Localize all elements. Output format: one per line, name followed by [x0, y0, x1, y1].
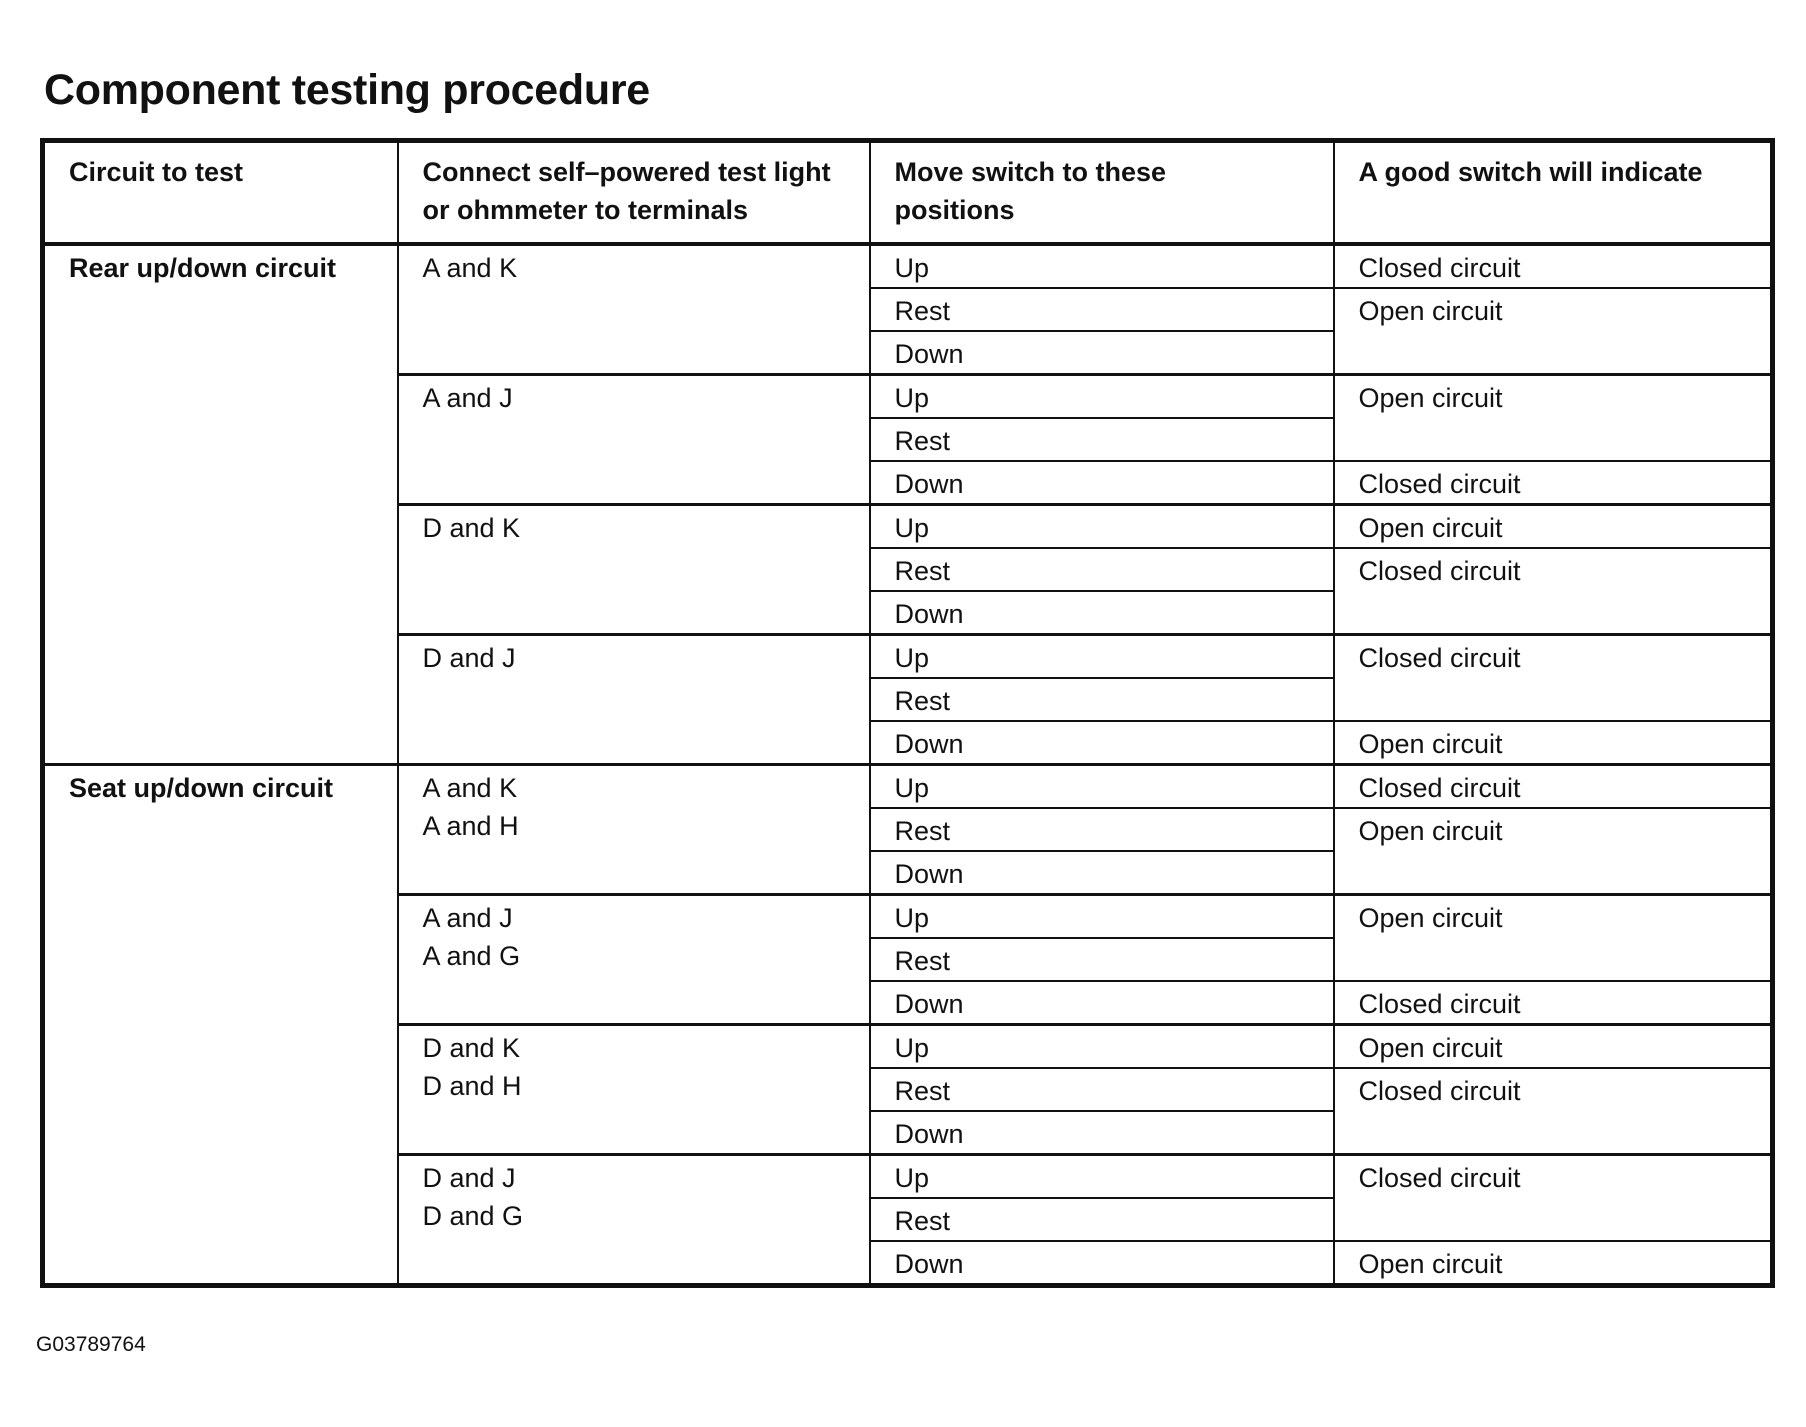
result-cell: Open circuit [1334, 808, 1773, 895]
position-cell: Down [870, 591, 1334, 635]
terminal-pair: D and J [422, 642, 516, 673]
result-cell: Open circuit [1334, 894, 1773, 981]
terminals-cell [398, 1024, 870, 1154]
header-indication-label: A good switch will indicate [1358, 157, 1703, 187]
position-cell: Up [870, 1154, 1334, 1198]
terminals-cell [398, 504, 870, 634]
position-cell: Up [870, 244, 1334, 288]
result-cell: Open circuit [1334, 721, 1773, 765]
terminals-cell [398, 634, 870, 764]
position-cell: Up [870, 374, 1334, 418]
terminal-pair: D and H [422, 1070, 522, 1101]
position-cell: Rest [870, 678, 1334, 721]
result-cell: Open circuit [1334, 1241, 1773, 1286]
terminal-pair: D and G [422, 1200, 524, 1231]
page-title: Component testing procedure [44, 66, 650, 114]
table-row [43, 244, 1773, 288]
position-cell: Up [870, 1024, 1334, 1068]
position-cell: Down [870, 461, 1334, 505]
result-cell: Closed circuit [1334, 244, 1773, 288]
terminals-cell [398, 244, 870, 375]
result-cell: Closed circuit [1334, 634, 1773, 721]
position-cell: Down [870, 331, 1334, 375]
position-cell: Down [870, 981, 1334, 1025]
position-cell: Up [870, 634, 1334, 678]
result-cell: Closed circuit [1334, 548, 1773, 635]
result-cell: Open circuit [1334, 504, 1773, 548]
position-cell: Rest [870, 1198, 1334, 1241]
position-cell: Down [870, 721, 1334, 765]
terminal-pair: A and K [422, 772, 518, 803]
position-cell: Down [870, 1241, 1334, 1286]
terminal-pair: D and K [422, 512, 521, 543]
figure-id: G03789764 [36, 1333, 146, 1356]
terminals-cell [398, 894, 870, 1024]
terminals-cell [398, 764, 870, 894]
position-cell: Rest [870, 418, 1334, 461]
table-header-row [43, 141, 1773, 244]
terminal-pair: A and K [422, 252, 518, 283]
terminal-pair: A and G [422, 940, 521, 971]
table-row [43, 764, 1773, 808]
terminal-pair: D and K [422, 1032, 521, 1063]
position-cell: Down [870, 851, 1334, 895]
position-cell: Rest [870, 1068, 1334, 1111]
circuit-name-cell [43, 244, 398, 765]
position-cell: Rest [870, 938, 1334, 981]
result-cell: Closed circuit [1334, 461, 1773, 505]
position-cell: Up [870, 894, 1334, 938]
terminals-cell [398, 374, 870, 504]
component-testing-table [40, 138, 1775, 1288]
header-terminals-line1: Connect self–powered test light [422, 157, 831, 187]
terminal-pair: A and J [422, 382, 513, 413]
header-terminals-line2: or ohmmeter to terminals [422, 195, 749, 225]
position-cell: Rest [870, 288, 1334, 331]
header-positions-line2: positions [894, 195, 1015, 225]
result-cell: Closed circuit [1334, 981, 1773, 1025]
terminal-pair: A and H [422, 810, 519, 841]
position-cell: Rest [870, 548, 1334, 591]
header-terminals [398, 141, 870, 244]
position-cell: Up [870, 504, 1334, 548]
header-circuit [43, 141, 398, 244]
position-cell: Up [870, 764, 1334, 808]
circuit-name: Rear up/down circuit [69, 252, 337, 283]
terminal-pair: A and J [422, 902, 513, 933]
position-cell: Down [870, 1111, 1334, 1155]
terminal-pair: D and J [422, 1162, 516, 1193]
header-indication [1334, 141, 1773, 244]
result-cell: Closed circuit [1334, 764, 1773, 808]
result-cell: Open circuit [1334, 374, 1773, 461]
terminals-cell [398, 1154, 870, 1285]
header-circuit-label: Circuit to test [69, 157, 244, 187]
result-cell: Closed circuit [1334, 1154, 1773, 1241]
circuit-name: Seat up/down circuit [69, 772, 334, 803]
header-positions [870, 141, 1334, 244]
header-positions-line1: Move switch to these [894, 157, 1167, 187]
result-cell: Open circuit [1334, 288, 1773, 375]
circuit-name-cell [43, 764, 398, 1285]
result-cell: Open circuit [1334, 1024, 1773, 1068]
table-body [43, 244, 1773, 1286]
position-cell: Rest [870, 808, 1334, 851]
result-cell: Closed circuit [1334, 1068, 1773, 1155]
